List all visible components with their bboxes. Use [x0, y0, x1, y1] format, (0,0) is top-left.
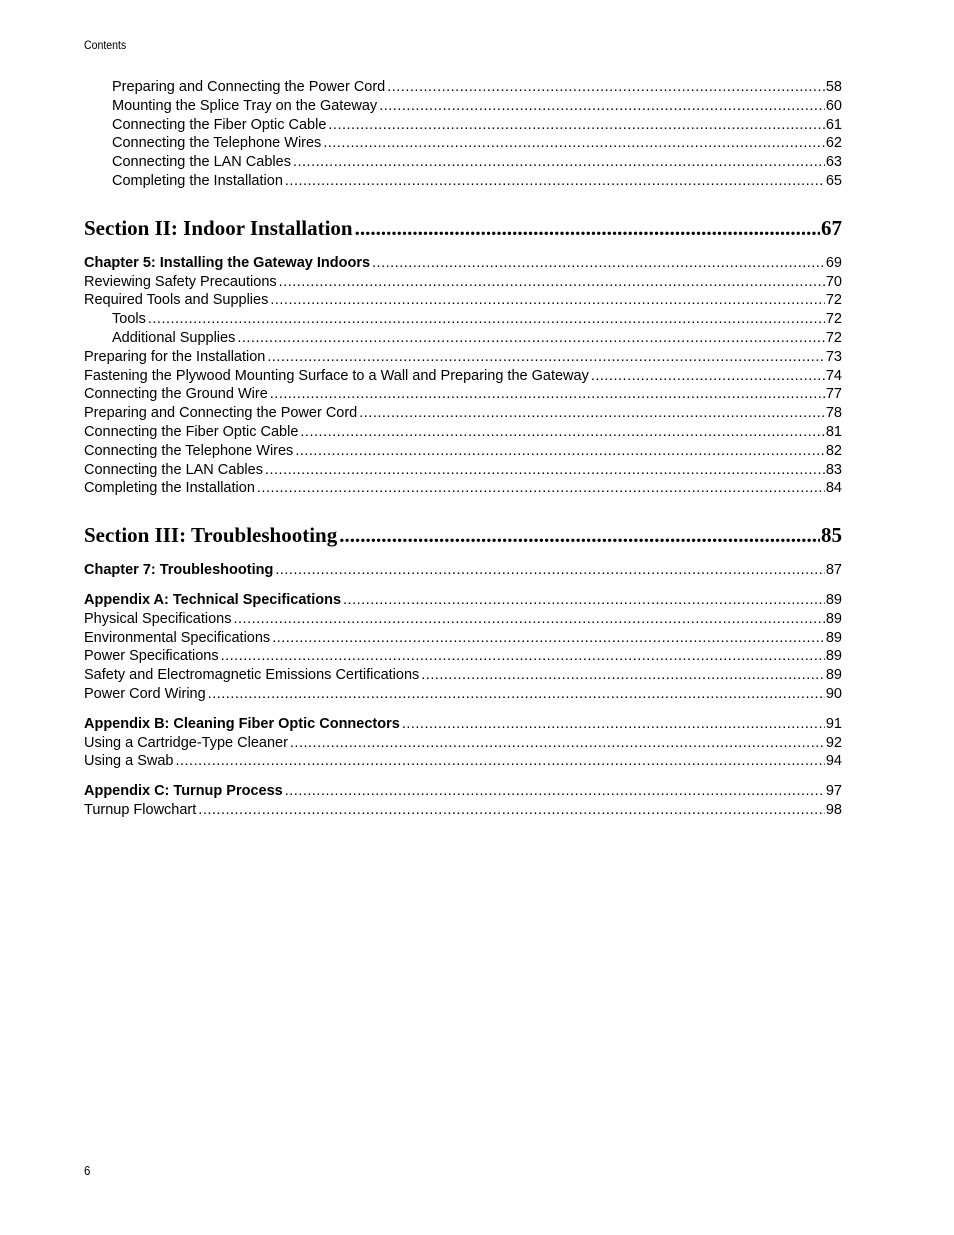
toc-chapter-entry[interactable]	[84, 782, 842, 801]
toc-entry-title: Appendix A: Technical Specifications	[84, 591, 342, 608]
toc-entry[interactable]	[84, 348, 842, 367]
page-number: 6	[84, 1163, 91, 1178]
dot-leader	[267, 348, 825, 367]
toc-entry-page: 77	[825, 386, 842, 403]
toc-entry-title: Connecting the Fiber Optic Cable	[84, 423, 299, 440]
dot-leader	[372, 254, 825, 273]
toc-entry-page: 83	[825, 461, 842, 478]
toc-entry-title: Connecting the LAN Cables	[112, 154, 291, 171]
toc-section-entry[interactable]	[84, 213, 842, 243]
dot-leader	[221, 647, 825, 666]
dot-leader	[275, 561, 825, 580]
dot-leader	[175, 752, 824, 771]
dot-leader	[359, 404, 825, 423]
toc-entry-page: 89	[825, 648, 842, 665]
toc-entry[interactable]	[84, 97, 842, 116]
toc-entry-title: Preparing and Connecting the Power Cord	[112, 79, 386, 95]
dot-leader	[293, 153, 825, 172]
dot-leader	[339, 520, 820, 550]
toc-entry[interactable]	[84, 172, 842, 191]
toc-entry[interactable]	[84, 479, 842, 498]
toc-entry[interactable]	[84, 273, 842, 292]
toc-entry-title: Additional Supplies	[112, 329, 236, 346]
toc-entry[interactable]	[84, 442, 842, 461]
dot-leader	[208, 685, 825, 704]
toc-entry[interactable]	[84, 78, 842, 97]
toc-entry[interactable]	[84, 329, 842, 348]
toc-entry[interactable]	[84, 629, 842, 648]
toc-entry-page: 72	[825, 329, 842, 346]
toc-entry-title: Using a Cartridge-Type Cleaner	[84, 734, 288, 751]
toc-entry[interactable]	[84, 153, 842, 172]
toc-entry-title: Power Cord Wiring	[84, 685, 206, 702]
toc-entry-page: 91	[825, 715, 842, 732]
toc-entry[interactable]	[84, 801, 842, 820]
toc-entry-title: Connecting the Telephone Wires	[84, 442, 294, 459]
toc-entry-title: Turnup Flowchart	[84, 801, 197, 818]
dot-leader	[402, 715, 825, 734]
toc-entry-title: Connecting the Ground Wire	[84, 386, 268, 403]
dot-leader	[265, 461, 825, 480]
toc-entry-title: Appendix B: Cleaning Fiber Optic Connectors	[84, 715, 400, 732]
toc-entry[interactable]	[84, 610, 842, 629]
toc-chapter-entry[interactable]	[84, 715, 842, 734]
toc-entry-page: 92	[825, 734, 842, 751]
dot-leader	[328, 116, 824, 135]
toc-entry-page: 65	[825, 172, 842, 189]
toc-entry-page: 78	[825, 405, 842, 422]
toc-entry[interactable]	[84, 310, 842, 329]
table-of-contents	[84, 78, 842, 820]
toc-entry-page: 89	[825, 591, 842, 608]
toc-entry-title: Fastening the Plywood Mounting Surface to a Wall and Preparing the Gateway	[84, 367, 589, 384]
toc-entry-page: 63	[825, 154, 842, 171]
toc-entry-page: 84	[825, 480, 842, 497]
toc-entry[interactable]	[84, 666, 842, 685]
toc-entry-page: 70	[825, 273, 842, 290]
toc-entry-title: Chapter 5: Installing the Gateway Indoors	[84, 254, 371, 271]
toc-entry-title: Using a Swab	[84, 753, 174, 770]
dot-leader	[290, 734, 825, 753]
toc-entry-page: 98	[825, 801, 842, 818]
dot-leader	[279, 273, 825, 292]
toc-entry-page: 82	[825, 442, 842, 459]
dot-leader	[379, 97, 825, 116]
toc-chapter-entry[interactable]	[84, 591, 842, 610]
toc-entry-title: Preparing and Connecting the Power Cord	[84, 405, 358, 422]
dot-leader	[272, 629, 825, 648]
toc-chapter-entry[interactable]	[84, 561, 842, 580]
toc-entry-title: Appendix C: Turnup Process	[84, 783, 283, 800]
toc-entry-page: 89	[825, 667, 842, 684]
toc-entry-title: Power Specifications	[84, 648, 219, 665]
toc-entry[interactable]	[84, 647, 842, 666]
toc-entry-title: Connecting the Telephone Wires	[112, 135, 322, 152]
toc-entry[interactable]	[84, 461, 842, 480]
toc-entry-page: 62	[825, 135, 842, 152]
toc-entry-title: Connecting the Fiber Optic Cable	[112, 116, 327, 133]
toc-entry-page: 60	[825, 97, 842, 114]
toc-entry[interactable]	[84, 685, 842, 704]
toc-entry[interactable]	[84, 291, 842, 310]
toc-entry-title: Connecting the LAN Cables	[84, 461, 263, 478]
toc-entry[interactable]	[84, 116, 842, 135]
toc-entry-page: 89	[825, 629, 842, 646]
toc-entry[interactable]	[84, 752, 842, 771]
toc-entry-page: 85	[821, 523, 842, 548]
toc-entry-title: Section II: Indoor Installation	[84, 215, 353, 240]
toc-entry-page: 72	[825, 311, 842, 328]
toc-entry-title: Reviewing Safety Precautions	[84, 273, 277, 290]
toc-entry-page: 73	[825, 348, 842, 365]
dot-leader	[198, 801, 825, 820]
toc-entry-page: 61	[825, 116, 842, 133]
dot-leader	[343, 591, 825, 610]
dot-leader	[355, 213, 820, 243]
dot-leader	[295, 442, 825, 461]
toc-section-entry[interactable]	[84, 520, 842, 550]
toc-entry[interactable]	[84, 423, 842, 442]
running-header: Contents	[84, 38, 127, 52]
toc-entry-title: Mounting the Splice Tray on the Gateway	[112, 97, 378, 114]
toc-entry-title: Tools	[112, 311, 146, 328]
toc-entry-page: 89	[825, 610, 842, 627]
toc-entry[interactable]	[84, 134, 842, 153]
toc-entry[interactable]	[84, 367, 842, 386]
toc-entry-title: Preparing for the Installation	[84, 348, 266, 365]
toc-entry-title: Section III: Troubleshooting	[84, 523, 338, 548]
toc-entry-page: 81	[825, 423, 842, 440]
dot-leader	[323, 134, 825, 153]
toc-chapter-entry[interactable]	[84, 254, 842, 273]
toc-entry-title: Required Tools and Supplies	[84, 292, 269, 309]
toc-entry-title: Environmental Specifications	[84, 629, 271, 646]
toc-entry-page: 97	[825, 783, 842, 800]
toc-entry[interactable]	[84, 404, 842, 423]
toc-entry-title: Safety and Electromagnetic Emissions Certifications	[84, 667, 420, 684]
toc-entry-title: Physical Specifications	[84, 610, 232, 627]
dot-leader	[285, 172, 825, 191]
dot-leader	[234, 610, 825, 629]
toc-entry-page: 74	[825, 367, 842, 384]
toc-entry[interactable]	[84, 734, 842, 753]
dot-leader	[591, 367, 825, 386]
toc-entry-page: 67	[821, 215, 842, 240]
toc-entry-title: Chapter 7: Troubleshooting	[84, 562, 274, 579]
toc-entry-title: Completing the Installation	[112, 172, 283, 189]
dot-leader	[300, 423, 824, 442]
toc-entry-page: 90	[825, 685, 842, 702]
toc-entry-page: 69	[825, 254, 842, 271]
toc-entry-page: 72	[825, 292, 842, 309]
dot-leader	[257, 479, 825, 498]
toc-entry-title: Completing the Installation	[84, 480, 255, 497]
toc-entry[interactable]	[84, 385, 842, 404]
toc-entry-page: 87	[825, 562, 842, 579]
toc-entry-page: 94	[825, 753, 842, 770]
dot-leader	[285, 782, 825, 801]
dot-leader	[237, 329, 825, 348]
dot-leader	[270, 291, 825, 310]
toc-entry-page: 58	[825, 79, 842, 95]
dot-leader	[387, 78, 825, 97]
dot-leader	[270, 385, 825, 404]
dot-leader	[148, 310, 825, 329]
dot-leader	[421, 666, 825, 685]
